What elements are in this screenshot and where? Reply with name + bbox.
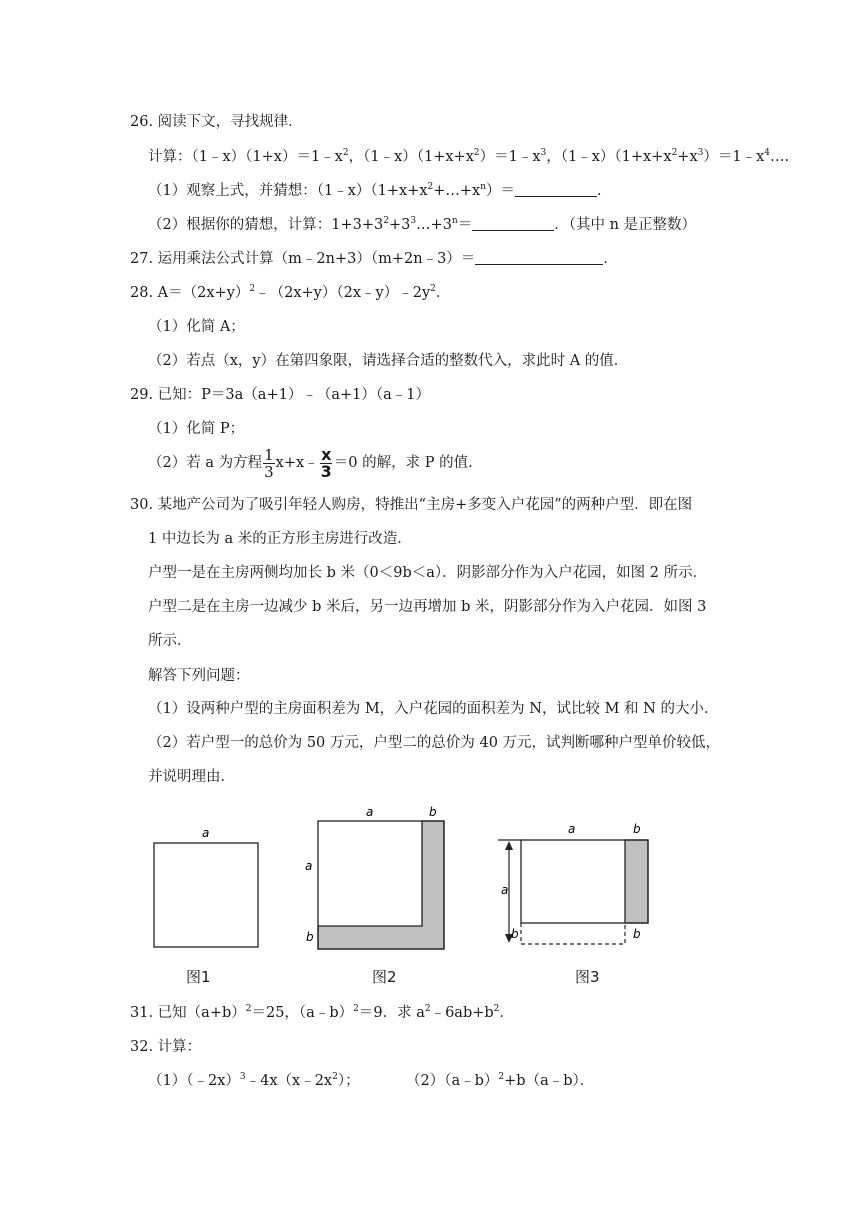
q32-text: 计算： [157,1039,202,1055]
q30-number: 30. [130,497,154,513]
q32-number: 32. [130,1039,154,1055]
fig3-label-b-top: b [633,822,641,836]
superscript: n [451,216,458,227]
fig1-caption: 图1 [186,968,211,986]
fig3-shaded-strip [625,840,648,923]
fraction-numerator: 1 [264,445,274,464]
q31-text: ＝25，（a﹣b） [251,1005,354,1021]
q30-line4 [148,597,706,617]
q31-text: ﹣6ab+b [430,1005,494,1021]
q30-line5 [148,631,192,651]
q28 [130,283,450,303]
q32-part1-text: ）； [337,1073,360,1089]
answer-blank[interactable] [472,216,554,231]
q28-part1 [148,317,245,337]
q30-text: 户型二是在主房一边减少 b 米后，另一边再增加 b 米，阴影部分作为入户花园．如图 3 [148,599,707,615]
superscript: 2 [245,1004,252,1015]
q28-part2 [148,351,628,371]
q29-part2-text: x+x﹣ [275,455,319,471]
fig3-label-b-left: b [511,927,519,941]
q29-part2 [148,446,483,480]
superscript: 2 [498,1072,505,1083]
q26-part1-text: （1）观察上式，并猜想：（1﹣x）（1+x+x [148,183,428,199]
q27 [130,249,618,269]
fig2-label-a-top: a [366,805,374,819]
fig1-square [154,843,258,947]
q30-part2-text: （2）若户型一的总价为 50 万元，户型二的总价为 40 万元，试判断哪种户型单价较低， [148,735,721,751]
answer-blank[interactable] [515,182,597,197]
q30-part1 [148,699,718,719]
answer-blank[interactable] [475,250,603,265]
q31 [130,1003,514,1023]
q26-calc-part: ）＝1﹣x [479,149,541,165]
q32-part2-text: （2）（a﹣b） [406,1073,499,1089]
q28-text-end: ． [435,285,451,301]
q30-line1 [130,495,692,515]
q29 [130,385,430,405]
superscript: 2 [493,1004,500,1015]
superscript: 2 [671,148,678,159]
figure-3 [498,822,648,944]
q28-part2-text: （2）若点（x，y）在第四象限，请选择合适的整数代入，求此时 A 的值． [148,353,629,369]
q29-part2-text: ＝0 的解，求 P 的值． [333,455,483,471]
q30-text: 某地产公司为了吸引年轻人购房，特推出“主房+多变入户花园”的两种户型．即在图 [157,497,693,513]
fraction-denominator: 3 [320,461,332,481]
fig2-label-b-left: b [306,930,314,944]
fraction-numerator: x [321,444,332,464]
q26-part2-text: （2）根据你的猜想，计算：1+3+3 [148,217,384,233]
q26-calc-line [148,147,789,167]
q30-line3 [148,563,707,583]
q26-number: 26. [130,114,154,130]
q31-number: 31. [130,1005,154,1021]
q26-part2-text: ＝ [457,217,473,233]
superscript: 2 [424,1004,431,1015]
figures-panel [0,800,860,1000]
q28-text: ﹣（2x+y）（2x﹣y）﹣2y [255,285,431,301]
q30-part2-cont [148,767,235,787]
fraction-x-over-three [320,444,333,481]
q29-number: 29. [130,387,154,403]
q28-text: A＝（2x+y） [157,285,250,301]
q28-number: 28. [130,285,154,301]
fig3-dashed-removed [521,923,625,944]
q26-calc-end: …. [770,149,790,165]
q26-stem [130,112,303,132]
fig2-caption: 图2 [372,968,397,986]
q27-number: 27. [130,251,154,267]
superscript: 2 [342,148,349,159]
fig1-label-a: a [202,826,210,840]
q30-part1-text: （1）设两种户型的主房面积差为 M，入户花园的面积差为 N，试比较 M 和 N 的大小． [148,701,719,717]
fig3-caption: 图3 [575,968,600,986]
q28-part1-text: （1）化简 A； [148,319,245,335]
fig3-dim-arrow-top [505,841,513,850]
q26-part1-text: ）＝ [486,183,516,199]
fig2-label-a-left: a [305,859,313,873]
q26-part2-text: ．（其中 n 是正整数） [554,217,697,233]
superscript: 2 [427,182,434,193]
superscript: n [480,182,487,193]
q26-part2 [148,215,696,235]
superscript: 3 [410,216,417,227]
q32-part2-text: +b（a﹣b）． [504,1073,595,1089]
q27-end: ． [603,251,618,267]
q26-calc-part: ）＝1﹣x [703,149,765,165]
q32 [130,1037,201,1057]
superscript: 3 [540,148,547,159]
superscript: 4 [764,148,770,159]
fig3-label-b-right: b [633,927,641,941]
fig2-shaded-region [318,821,444,949]
q30-line6 [148,666,250,686]
superscript: 2 [383,216,389,227]
q29-part1 [148,419,244,439]
q27-text: 运用乘法公式计算（m﹣2n+3）（m+2n﹣3）＝ [157,251,476,267]
q32-part1-text: ﹣4x（x﹣2x [245,1073,333,1089]
q30-text: 户型一是在主房两侧均加长 b 米（0＜9b＜a）．阴影部分作为入户花园，如图 2 所示． [148,565,708,581]
q26-part1-text: +…+x [433,183,481,199]
superscript: 3 [239,1072,246,1083]
superscript: 2 [353,1004,359,1015]
q26-part1 [148,181,612,201]
fig2-label-b-top: b [429,805,437,819]
q31-text: ＝9．求 a [358,1005,425,1021]
fig3-label-a-left: a [501,883,509,897]
q26-part1-end: ． [597,183,612,199]
q29-part1-text: （1）化简 P； [148,421,245,437]
figure-2 [305,805,444,949]
q31-text-end: ． [499,1005,514,1021]
superscript: 2 [473,148,480,159]
q30-part2 [148,733,720,753]
q29-text: 已知：P＝3a（a+1）﹣（a+1）（a﹣1） [157,387,430,403]
superscript: 2 [430,284,436,295]
q30-text: 所示． [148,633,192,649]
q29-part2-text: （2）若 a 为方程 [148,455,263,471]
superscript: 2 [249,284,256,295]
q26-calc-lead: 计算： [148,149,192,165]
q26-calc-part: ，（1﹣x）（1+x+x [546,149,672,165]
q30-part2-text: 并说明理由． [148,769,235,785]
q26-part2-text: +3 [388,217,411,233]
superscript: 3 [697,148,704,159]
q30-text: 1 中边长为 a 米的正方形主房进行改造． [148,531,412,547]
q32-part2 [406,1071,594,1091]
q30-text: 解答下列问题： [148,668,250,684]
figure-1 [154,826,258,947]
q26-stem-text: 阅读下文，寻找规律． [157,114,303,130]
q32-part1-text: （1）（﹣2x） [148,1073,240,1089]
q26-calc-part: +x [677,149,698,165]
fraction-one-third [263,447,275,480]
q30-line2 [148,529,412,549]
fig3-label-a-top: a [568,822,576,836]
fraction-denominator: 3 [264,462,274,481]
q32-part1 [148,1071,360,1091]
q26-calc-part: ，（1﹣x）（1+x+x [348,149,474,165]
q31-text: 已知（a+b） [157,1005,246,1021]
q26-calc-part: （1﹣x）（1+x）＝1﹣x [191,149,343,165]
q26-part2-text: …+3 [416,217,452,233]
superscript: 2 [332,1072,338,1083]
